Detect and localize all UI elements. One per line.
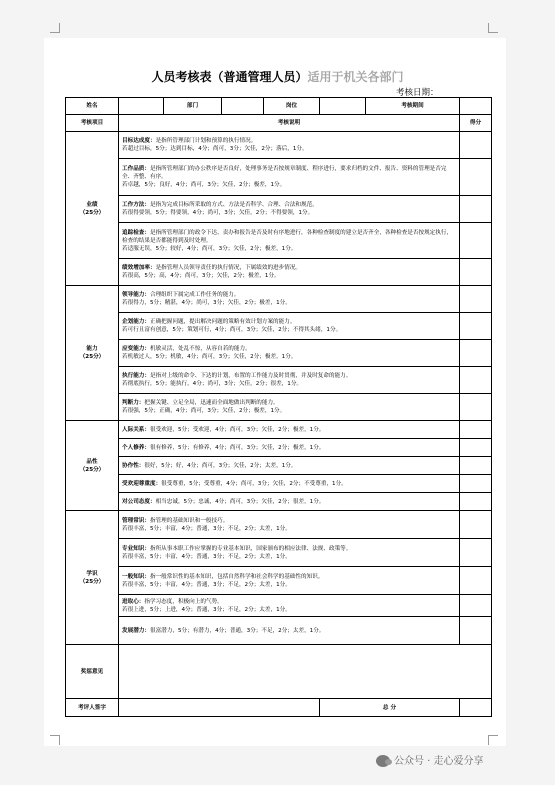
criteria-row [66, 196, 492, 223]
criteria-scale: 若很上进，5分；上进，4分；普通，3分；不足，2分；太差，1分。 [122, 606, 291, 613]
criteria-desc-text: 指所从事本职工作应掌握的专业基本知识，国家颁布的相应法律、法规、政策等。 [149, 545, 352, 552]
score-field[interactable] [460, 617, 492, 645]
criteria-desc-text: 是指为完成目标所采取的方式、方法是否科学、合理、合法和规范。 [149, 202, 318, 208]
category-weight: （25分） [79, 578, 105, 585]
criteria-description [119, 132, 460, 159]
rewards-row [66, 645, 492, 699]
criteria-scale: 若很得力，5分；精湛，4分；尚可，3分；欠佳，2分；极差，1分。 [122, 300, 291, 306]
criteria-scale: 若卓越，5分；良好，4分；尚可，3分；欠佳，2分；极差，1分。 [122, 182, 286, 188]
criteria-scale: 若很得要领，5分；得要领，4分；尚可，3分；欠佳，2分；不得要领，1分。 [122, 210, 314, 216]
crop-mark [488, 23, 498, 33]
criteria-description [119, 539, 460, 567]
criteria-row [66, 367, 492, 394]
criteria-description [119, 439, 460, 457]
criteria-scale: 若很高，5分；高，4分；尚可，3分；欠佳，2分；极差，1分。 [122, 273, 280, 279]
dept-label: 部门 [164, 98, 222, 115]
criteria-name: 追踪检查： [122, 229, 150, 236]
criteria-description [119, 313, 460, 340]
criteria-row [66, 595, 492, 617]
criteria-scale: 若彻底执行，5分；能执行，4分；尚可，3分；欠佳，2分；很差，1分。 [122, 381, 303, 387]
score-field[interactable] [460, 394, 492, 421]
criteria-name: 一般知识： [122, 573, 150, 580]
post-field[interactable] [320, 98, 366, 115]
criteria-name: 目标达成度： [122, 138, 156, 144]
score-field[interactable] [460, 457, 492, 475]
category-label: 品性 [86, 458, 98, 465]
score-field[interactable] [460, 493, 492, 511]
signature-row [66, 699, 492, 717]
criteria-desc-text: 是指所管理部门的办公秩序是否良好，处理事务是否按规章制度、程序进行，要求归档的文件、报告、资料的管理是否完全、齐整、有序。 [122, 166, 447, 180]
criteria-description [119, 340, 460, 367]
criteria-description [119, 223, 460, 259]
category-label: 学识 [86, 570, 98, 577]
criteria-description [119, 511, 460, 539]
criteria-name: 企划能力： [122, 319, 150, 325]
criteria-scale: 若适服无误，5分；较好，4分；尚可，3分；欠佳，2分；极差，1分。 [122, 245, 297, 252]
criteria-description [119, 286, 460, 313]
criteria-row [66, 617, 492, 645]
category-cell [66, 421, 119, 511]
criteria-description [119, 196, 460, 223]
category-label: 能力 [86, 346, 98, 352]
score-field[interactable] [460, 223, 492, 259]
criteria-desc-text: 机敏灵活，处乱不惊，从容自若的能力。 [149, 346, 251, 352]
category-weight: （25分） [79, 466, 105, 473]
criteria-description [119, 159, 460, 196]
criteria-scale: 若机敏过人，5分；机敏，4分；尚可，3分；欠佳，2分；极差，1分。 [122, 354, 297, 360]
score-field[interactable] [460, 259, 492, 286]
score-field[interactable] [460, 567, 492, 595]
criteria-row [66, 421, 492, 439]
criteria-row [66, 313, 492, 340]
criteria-description [119, 475, 460, 493]
criteria-description [119, 259, 460, 286]
category-label: 业绩 [86, 201, 98, 208]
total-field[interactable] [460, 699, 492, 717]
criteria-name: 工作方法： [122, 202, 150, 208]
total-label: 总 分 [320, 699, 460, 717]
wechat-logo-icon [376, 755, 390, 767]
criteria-scale: 很富潜力，5分；有潜力，4分；普通，3分；不足，2分；太差，1分。 [149, 627, 325, 634]
criteria-row [66, 132, 492, 159]
date-label: 考核日期： [396, 88, 439, 98]
criteria-description [119, 493, 460, 511]
criteria-desc-text: 指管理的基础知识和一般技巧。 [149, 517, 229, 524]
criteria-name: 应变能力： [122, 346, 150, 352]
criteria-description [119, 457, 460, 475]
criteria-scale: 若很丰富，5分；丰富，4分；普通，3分；不足，2分；太差，1分。 [122, 525, 291, 532]
criteria-name: 判断力： [122, 400, 145, 406]
criteria-desc-text: 是指对上级的命令、下达的计划，布置的工作能力及时贯彻，并及时复命的能力。 [149, 373, 352, 379]
criteria-row [66, 159, 492, 196]
title-subtitle: 适用于机关各部门 [307, 70, 404, 84]
category-weight: （25分） [79, 354, 105, 360]
criteria-description [119, 421, 460, 439]
column-header-row [66, 115, 492, 132]
col-header-desc: 考核说明 [119, 115, 460, 132]
criteria-row [66, 439, 492, 457]
info-row [66, 98, 492, 115]
criteria-row [66, 259, 492, 286]
score-field[interactable] [460, 595, 492, 617]
criteria-scale: 很受欢迎，5分；受欢迎，4分；尚可，3分；欠佳，2分；极差，1分。 [149, 426, 325, 433]
criteria-scale: 相当忠诚，5分；忠诚，4分；尚可，3分；欠佳，2分；很差，1分。 [155, 498, 325, 505]
score-field[interactable] [460, 511, 492, 539]
score-field[interactable] [460, 313, 492, 340]
criteria-name: 工作品质： [122, 166, 150, 172]
title-main: 人员考核表（普通管理人员） [151, 70, 308, 84]
criteria-row [66, 567, 492, 595]
score-field[interactable] [460, 421, 492, 439]
criteria-scale: 若超过目标，5分；达到目标，4分；尚可，3分；欠佳，2分；落后，1分。 [122, 146, 308, 152]
score-field[interactable] [460, 539, 492, 567]
dept-field[interactable] [222, 98, 264, 115]
rewards-field[interactable] [119, 645, 492, 699]
criteria-description [119, 567, 460, 595]
watermark-text: 公众号 · 走心爱分享 [394, 756, 484, 767]
criteria-name: 执行能力： [122, 373, 150, 379]
criteria-desc-text: 正确把握问题，提出解决问题的策略有效计划方案的能力。 [149, 319, 296, 325]
col-header-item: 考核项目 [66, 115, 119, 132]
criteria-name: 进取心： [122, 598, 145, 605]
criteria-row [66, 539, 492, 567]
score-field[interactable] [460, 475, 492, 493]
criteria-name: 发展潜力： [122, 627, 150, 634]
criteria-name: 管理常识： [122, 517, 150, 524]
category-cell [66, 132, 119, 286]
col-header-score: 得分 [460, 115, 492, 132]
criteria-row [66, 340, 492, 367]
score-field[interactable] [460, 159, 492, 196]
criteria-desc-text: 是指所管理部门计划和预算的执行情况。 [155, 138, 257, 144]
criteria-name: 专业知识： [122, 545, 150, 552]
criteria-description [119, 595, 460, 617]
criteria-row [66, 457, 492, 475]
crop-mark [50, 735, 60, 745]
score-field[interactable] [460, 439, 492, 457]
criteria-scale: 很受尊重，5分；受尊重，4分；尚可，3分；欠佳，2分；不受尊重，1分。 [161, 480, 347, 487]
criteria-row [66, 394, 492, 421]
criteria-desc-text: 合理组织下属完成工作任务的能力。 [149, 292, 240, 298]
criteria-desc-text: 把握关键、立足全局，迅速而全面地做出判断的能力。 [144, 400, 279, 406]
name-label: 姓名 [66, 98, 119, 115]
criteria-scale: 若很强，5分；正确，4分；尚可，3分；欠佳，2分；极差，1分。 [122, 408, 286, 414]
criteria-desc-text: 指学习态度，积极向上的气势。 [144, 598, 223, 605]
criteria-desc-text: 是指管理人员领导责任的执行情况，下属绩效的进步情况。 [155, 265, 302, 271]
rewards-label: 奖惩意见 [66, 645, 119, 699]
criteria-description [119, 617, 460, 645]
criteria-name: 领导能力： [122, 292, 150, 298]
name-field[interactable] [119, 98, 164, 115]
criteria-scale: 很有修养，5分；有修养，4分；尚可，3分；欠佳，2分；极差，1分。 [149, 444, 325, 451]
period-field[interactable] [460, 98, 492, 115]
page-title [0, 68, 555, 85]
criteria-description [119, 367, 460, 394]
period-label: 考核期间 [366, 98, 460, 115]
score-field[interactable] [460, 340, 492, 367]
score-field[interactable] [460, 286, 492, 313]
criteria-name: 人际关系： [122, 426, 150, 433]
criteria-name: 对公司态度： [122, 498, 156, 505]
criteria-scale: 若很丰富，5分；丰富，4分；普通，3分；不足，2分；太差，1分。 [122, 553, 291, 560]
criteria-scale: 若可行且富有创意，5分；策划可行，4分；尚可，3分；欠佳，2分；不得其头绪，1分。 [122, 327, 342, 333]
score-field[interactable] [460, 196, 492, 223]
criteria-row [66, 475, 492, 493]
signer-label: 考评人签字 [66, 699, 119, 717]
criteria-name: 受欢迎尊重度： [122, 480, 162, 487]
crop-mark [50, 23, 60, 33]
criteria-scale: 很好，5分；好，4分；尚可，3分；欠佳，2分；太差，1分。 [144, 462, 297, 469]
criteria-name: 绩效增加率： [122, 265, 156, 271]
category-cell [66, 286, 119, 421]
criteria-name: 个人修养： [122, 444, 150, 451]
criteria-row [66, 511, 492, 539]
criteria-scale: 若很丰富，5分；丰富，4分；普通，3分；不足，2分；太差，1分。 [122, 581, 291, 588]
criteria-description [119, 394, 460, 421]
score-field[interactable] [460, 132, 492, 159]
score-field[interactable] [460, 367, 492, 394]
category-weight: （25分） [79, 209, 105, 216]
criteria-desc-text: 是指所管理部门的政令下达、责办和报告是否及时有序地进行，各种检查制度的建立是否齐全，各种检查是否按规定执行，检查的结果是否都能得到及时处理。 [122, 229, 453, 244]
criteria-row [66, 223, 492, 259]
category-cell [66, 511, 119, 645]
assessment-table [65, 97, 492, 717]
criteria-row [66, 493, 492, 511]
criteria-name: 协作性： [122, 462, 145, 469]
watermark [376, 752, 484, 767]
crop-mark [488, 735, 498, 745]
signer-field[interactable] [119, 699, 320, 717]
criteria-row [66, 286, 492, 313]
post-label: 岗位 [264, 98, 320, 115]
criteria-desc-text: 指一般常识性的基本知识，包括自然科学和社会科学的基础性的知识。 [149, 573, 324, 580]
